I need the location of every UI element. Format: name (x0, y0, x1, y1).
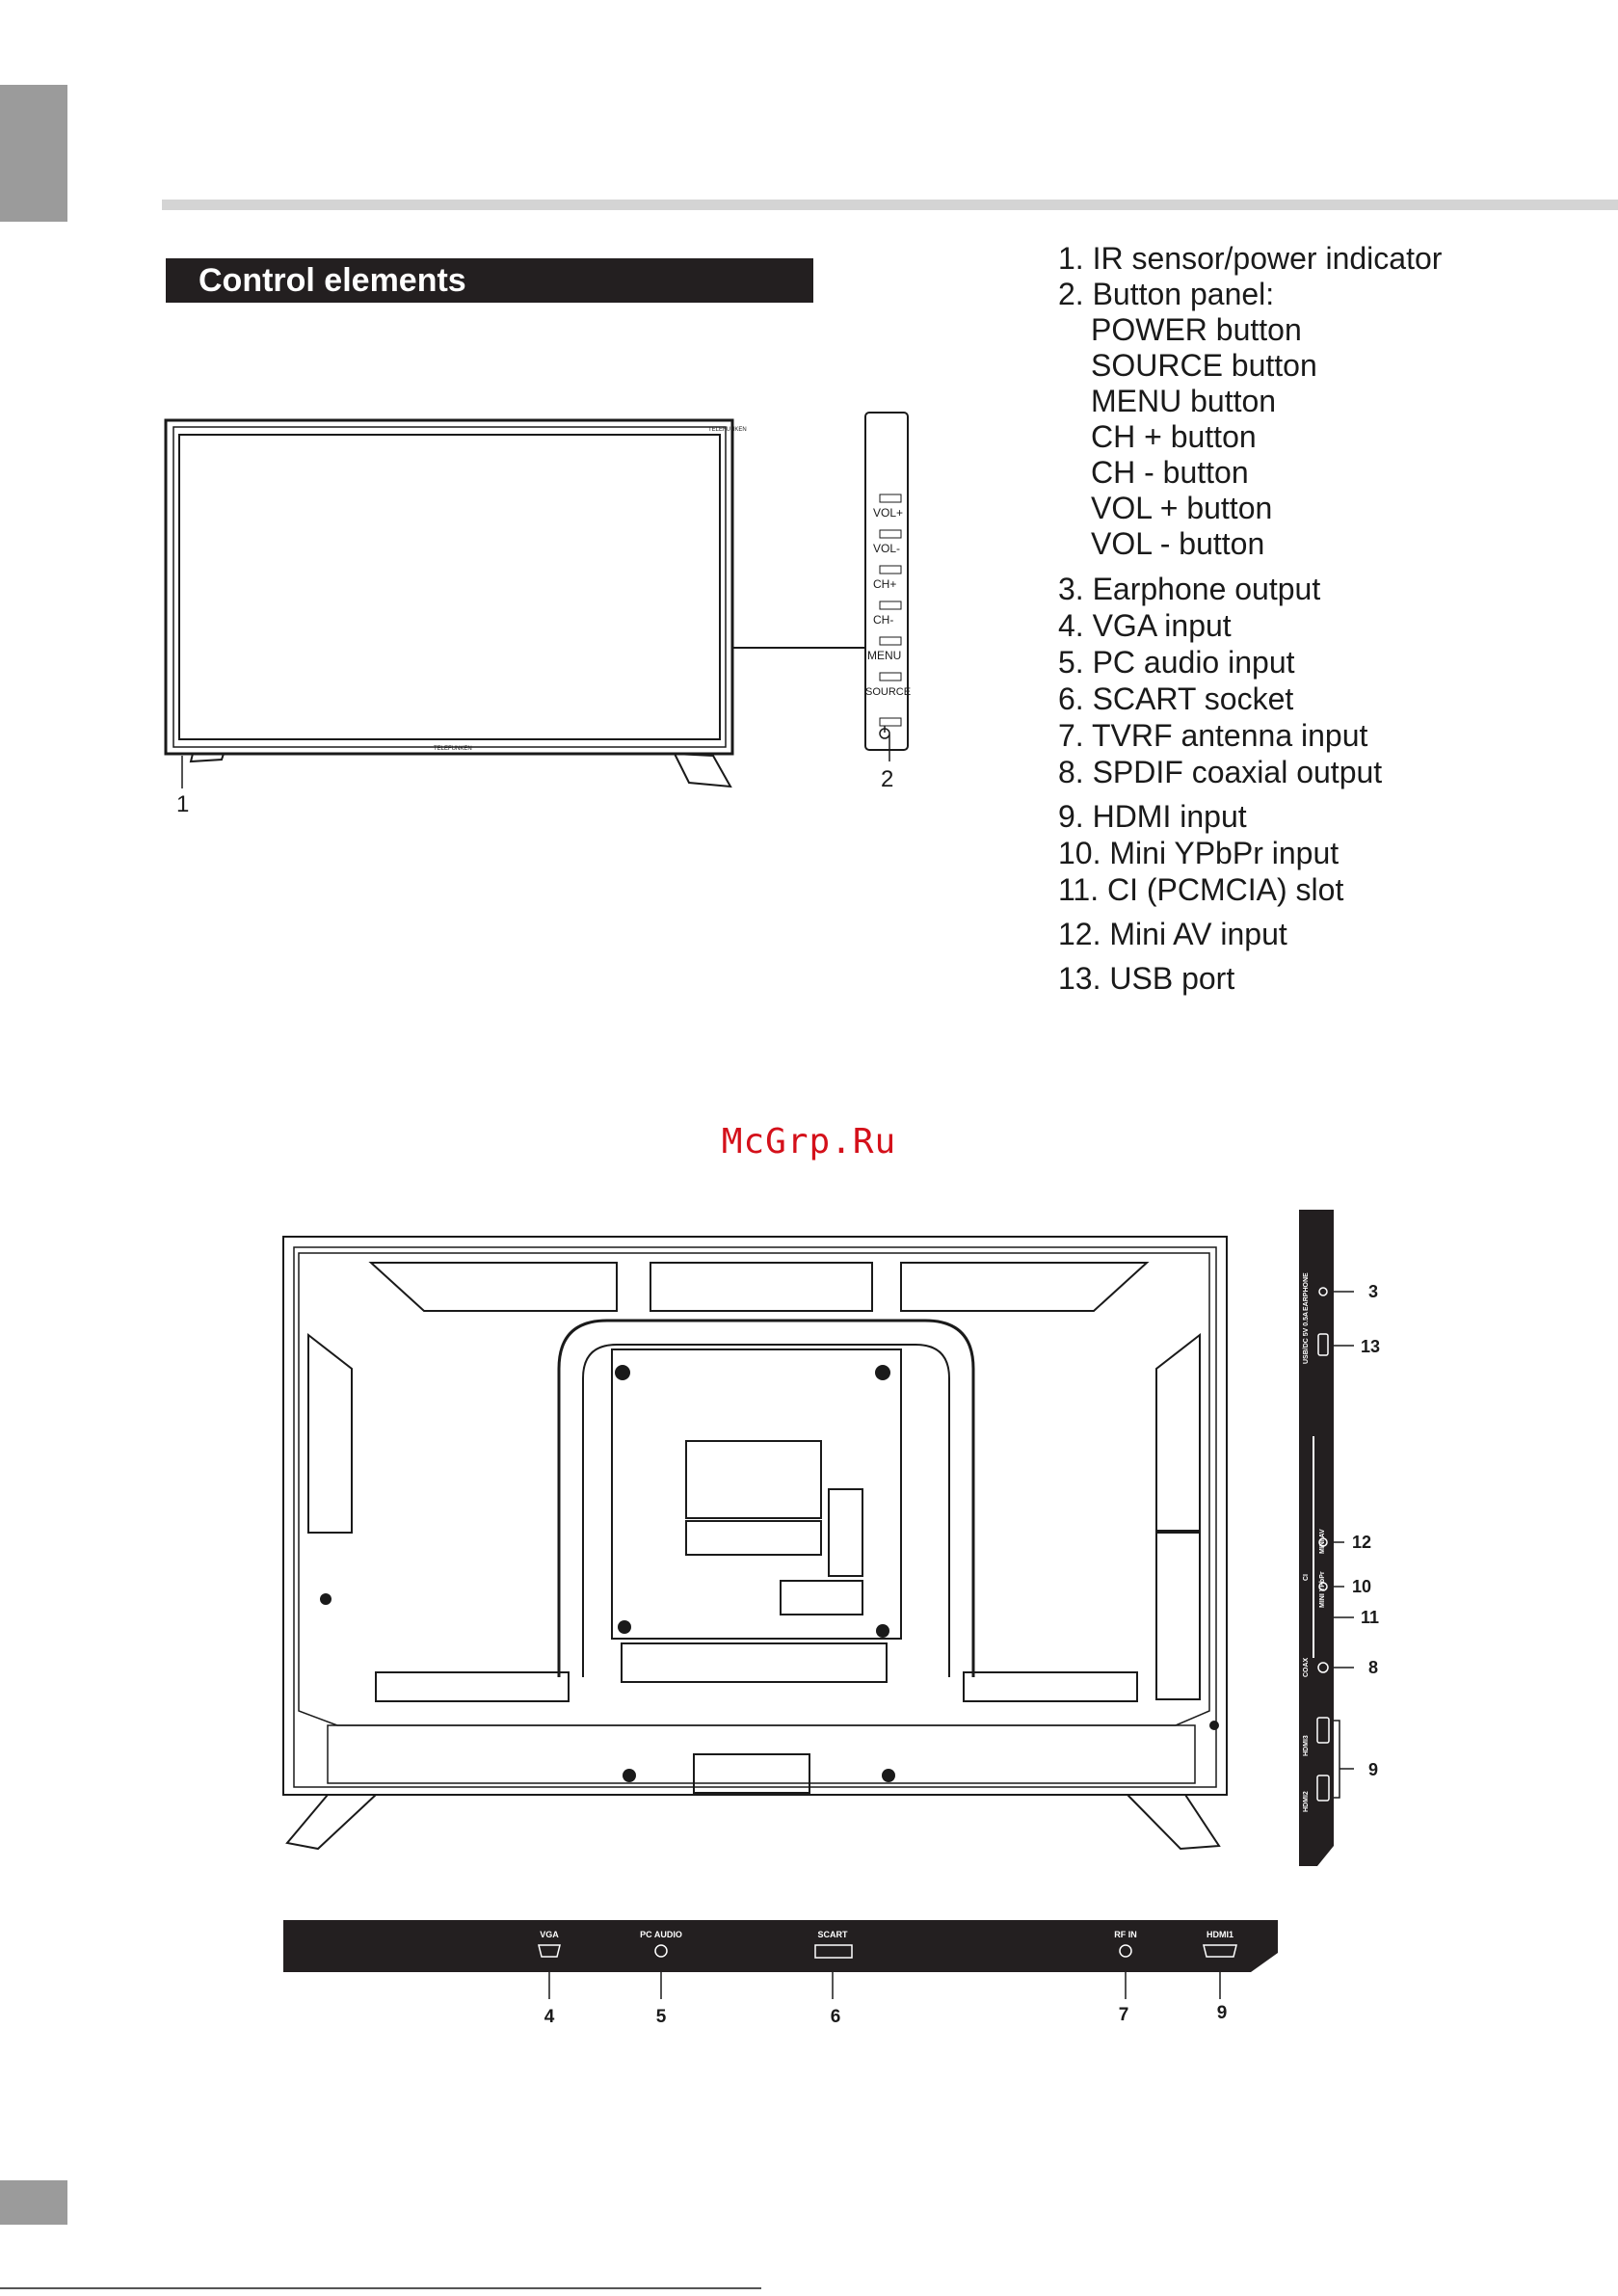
section-title: Control elements (166, 258, 813, 303)
callout-3: 3 (1368, 1282, 1379, 1301)
rear-back-cover (299, 1253, 1209, 1725)
legend-item: CH - button (1091, 455, 1249, 490)
callout-9-side: 9 (1368, 1760, 1379, 1779)
legend-item: POWER button (1091, 312, 1302, 347)
mainboard-label-2 (686, 1521, 821, 1555)
legend-item: SOURCE button (1091, 348, 1317, 383)
side-label-earphone: EARPHONE (1303, 1272, 1310, 1311)
board-bracket (622, 1643, 887, 1682)
legend-item: 13. USB port (1058, 961, 1235, 996)
side-label-hdmi2: HDMI2 (1303, 1791, 1310, 1812)
callout-12: 12 (1352, 1533, 1372, 1552)
side-label-coax: COAX (1303, 1657, 1310, 1677)
callout-1: 1 (176, 791, 190, 817)
scart-block (781, 1581, 862, 1615)
mainboard-label (686, 1441, 821, 1518)
callout-6: 6 (830, 2007, 841, 2027)
screw (615, 1365, 630, 1380)
speaker-right (964, 1672, 1137, 1701)
screw (876, 1624, 889, 1638)
callout-5: 5 (655, 2007, 667, 2027)
watermark: McGrp.Ru (721, 1122, 897, 1161)
screw (882, 1769, 895, 1782)
tv-brand: TELEFUNKEN (434, 746, 472, 752)
callout-4: 4 (544, 2007, 555, 2027)
legend-item: 6. SCART socket (1058, 681, 1294, 716)
callout-9-bottom: 9 (1216, 2003, 1228, 2023)
legend-item: 10. Mini YPbPr input (1058, 836, 1339, 870)
callout-7: 7 (1118, 2005, 1129, 2025)
legend-item: CH + button (1091, 419, 1257, 454)
callout-2: 2 (881, 766, 894, 792)
legend-item: 5. PC audio input (1058, 645, 1295, 680)
vent-side-right-lower (1156, 1531, 1200, 1699)
legend-item: 12. Mini AV input (1058, 917, 1287, 951)
side-label-usb: USB/DC 5V 0.5A (1303, 1311, 1310, 1364)
screw (320, 1593, 332, 1605)
bottom-label-vga: VGA (540, 1930, 559, 1939)
side-label-mini-ypbpr: MINI YPbPr (1319, 1571, 1326, 1608)
screw (618, 1620, 631, 1634)
panel-label-vol-plus: VOL+ (873, 506, 904, 520)
legend-item: MENU button (1091, 384, 1277, 418)
legend-item: 11. CI (PCMCIA) slot (1058, 872, 1344, 907)
vent-side-right (1156, 1335, 1200, 1533)
callout-10: 10 (1352, 1577, 1372, 1596)
legend-item: 4. VGA input (1058, 608, 1232, 643)
side-label-hdmi3: HDMI3 (1303, 1735, 1310, 1756)
bottom-label-scart: SCART (817, 1930, 848, 1939)
mainboard-cover (612, 1349, 901, 1639)
panel-label-ch-plus: CH+ (873, 577, 897, 591)
bottom-label-hdmi1: HDMI1 (1206, 1930, 1234, 1939)
port-block (829, 1489, 862, 1576)
panel-label-ch-minus: CH- (873, 613, 894, 627)
bottom-label-pc-audio: PC AUDIO (640, 1930, 682, 1939)
bottom-label-rf-in: RF IN (1114, 1930, 1137, 1939)
vent-side-left (308, 1335, 352, 1533)
legend-item: 1. IR sensor/power indicator (1058, 241, 1443, 276)
screw (875, 1365, 890, 1380)
rear-right-foot (1127, 1795, 1219, 1849)
speaker-left (376, 1672, 569, 1701)
legend-item: VOL + button (1091, 491, 1273, 525)
legend-item: 3. Earphone output (1058, 572, 1321, 606)
vent-top-right (901, 1263, 1147, 1311)
callout-13: 13 (1361, 1337, 1381, 1356)
legend-item: 2. Button panel: (1058, 277, 1275, 311)
vent-top-center (650, 1263, 872, 1311)
rear-left-foot (287, 1795, 376, 1849)
legend-item: 8. SPDIF coaxial output (1058, 755, 1383, 789)
screw (623, 1769, 636, 1782)
vent-top-left (371, 1263, 617, 1311)
legend-item: VOL - button (1091, 526, 1265, 561)
legend-item: 7. TVRF antenna input (1058, 718, 1368, 753)
side-label-ci: CI (1303, 1574, 1310, 1581)
callout-11: 11 (1361, 1608, 1380, 1627)
callout-9-bracket (1334, 1721, 1354, 1798)
screw (1209, 1721, 1219, 1730)
panel-label-source: SOURCE (865, 686, 912, 698)
panel-label-vol-minus: VOL- (873, 542, 901, 555)
callout-8: 8 (1368, 1658, 1379, 1677)
tv-model-label: TELEFUNKEN (708, 427, 747, 433)
panel-label-menu: MENU (867, 649, 902, 662)
handle-arch-inner (583, 1345, 949, 1677)
side-label-mini-av: MINI AV (1319, 1529, 1326, 1554)
legend-item: 9. HDMI input (1058, 799, 1247, 834)
